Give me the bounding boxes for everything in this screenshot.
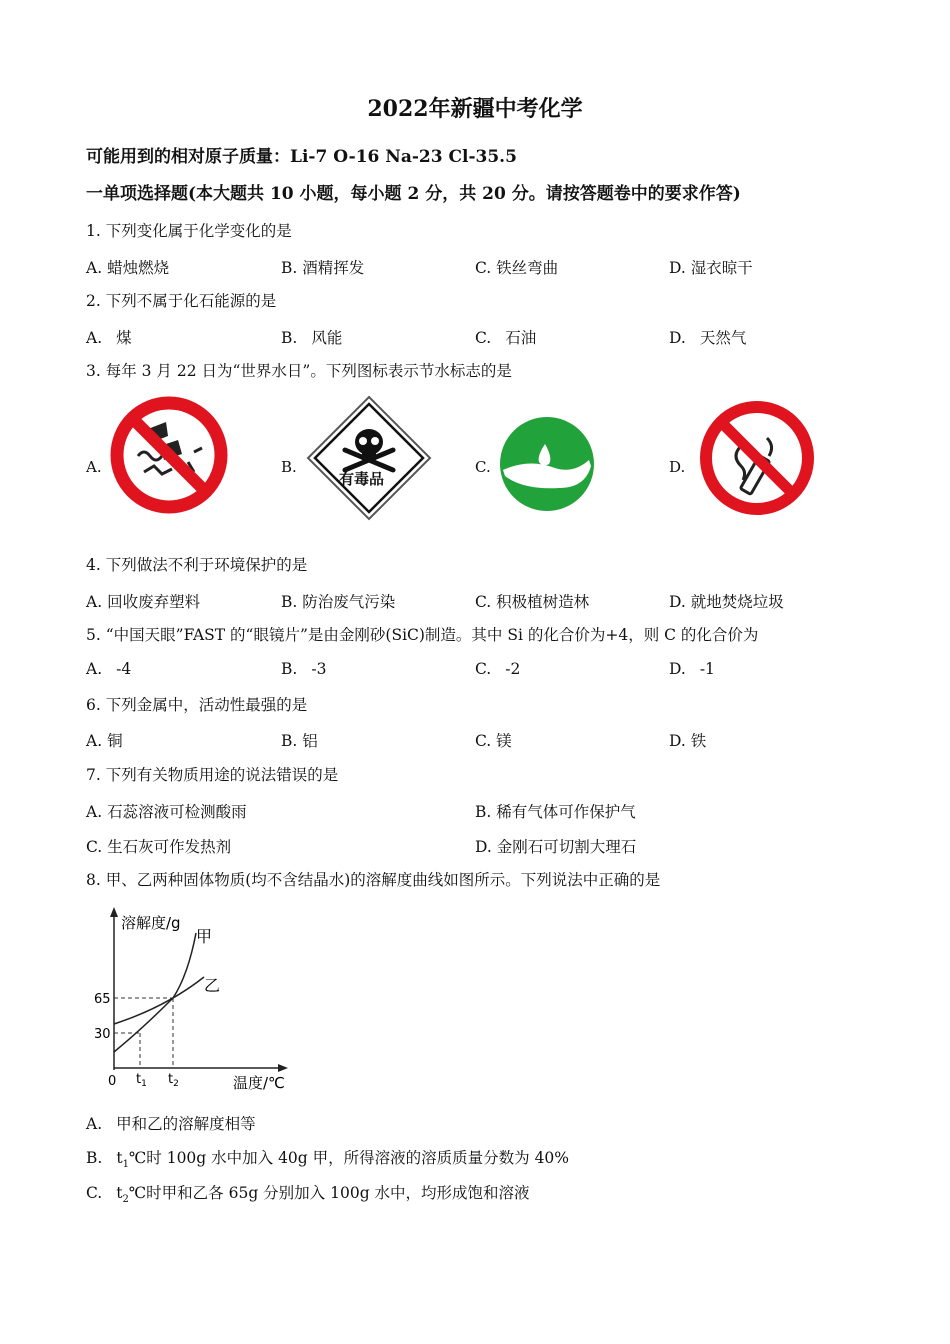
question-5-stem: 5. “中国天眼”FAST 的“眼镜片”是由金刚砂(SiC)制造。其中 Si 的化合价为+4，则 C 的化合价为 xyxy=(86,626,759,644)
option-d[interactable]: D. -1 xyxy=(669,660,715,678)
y-axis-arrow-icon xyxy=(110,907,118,917)
series-label-yi: 乙 xyxy=(204,976,221,995)
toxic-sign-label: 有毒品 xyxy=(339,470,385,488)
x-tick-t2: $t_2$ xyxy=(168,1072,179,1089)
option-c[interactable]: C. -2 xyxy=(475,660,521,678)
option-d[interactable]: D. 就地焚烧垃圾 xyxy=(669,593,784,611)
atomic-masses: 可能用到的相对原子质量：Li-7 O-16 Na-23 Cl-35.5 xyxy=(86,147,517,167)
question-2-stem: 2. 下列不属于化石能源的是 xyxy=(86,292,277,310)
question-1-stem: 1. 下列变化属于化学变化的是 xyxy=(86,222,292,240)
option-a[interactable]: A. xyxy=(86,392,276,522)
option-d[interactable]: D. 金刚石可切割大理石 xyxy=(475,838,637,856)
y-tick-65: 65 xyxy=(94,992,111,1007)
option-a[interactable]: A. 煤 xyxy=(86,329,132,347)
x-axis-arrow-icon xyxy=(278,1064,288,1072)
x-tick-t1: $t_1$ xyxy=(136,1072,147,1089)
question-4-options xyxy=(86,590,886,610)
curve-jia xyxy=(114,933,196,1052)
y-axis-label: 溶解度/g xyxy=(121,914,181,932)
option-c[interactable]: C. 生石灰可作发热剂 xyxy=(86,838,232,856)
option-b[interactable]: B. 防治废气污染 xyxy=(281,593,396,611)
question-7-options-row-1 xyxy=(86,800,886,820)
option-b[interactable]: B. 有毒品 xyxy=(281,392,471,522)
option-a[interactable]: A. 铜 xyxy=(86,732,123,750)
option-b[interactable]: B. 铝 xyxy=(281,732,318,750)
option-b[interactable]: B. -3 xyxy=(281,660,327,678)
question-1-options xyxy=(86,256,886,276)
no-dumping-sign-icon xyxy=(108,394,230,516)
water-saving-sign-icon xyxy=(499,416,595,512)
option-b[interactable]: B. 酒精挥发 xyxy=(281,259,365,277)
question-3-stem: 3. 每年 3 月 22 日为“世界水日”。下列图标表示节水标志的是 xyxy=(86,362,512,380)
question-7-options-row-2 xyxy=(86,835,886,855)
option-c[interactable]: C. 积极植树造林 xyxy=(475,593,590,611)
option-d[interactable]: D. 湿衣晾干 xyxy=(669,259,753,277)
question-3-options xyxy=(86,392,886,522)
question-5-options xyxy=(86,660,886,680)
option-c[interactable]: C. 石油 xyxy=(475,329,537,347)
option-b[interactable]: B. 风能 xyxy=(281,329,343,347)
series-label-jia: 甲 xyxy=(196,927,213,946)
question-8-stem: 8. 甲、乙两种固体物质(均不含结晶水)的溶解度曲线如图所示。下列说法中正确的是 xyxy=(86,871,661,889)
question-8-option-b[interactable]: B. $t_1℃$时 100g 水中加入 40g 甲，所得溶液的溶质质量分数为 40% xyxy=(86,1149,570,1171)
page-title: 2022年新疆中考化学 xyxy=(367,96,583,122)
section-heading: 一单项选择题(本大题共 10 小题，每小题 2 分，共 20 分。请按答题卷中的要求作答) xyxy=(86,184,741,204)
option-d[interactable]: D. 铁 xyxy=(669,732,707,750)
option-d[interactable]: D. 天然气 xyxy=(669,329,747,347)
option-b[interactable]: B. 稀有气体可作保护气 xyxy=(475,803,636,821)
question-8-option-c[interactable]: C. $t_2℃$时甲和乙各 65g 分别加入 100g 水中，均形成饱和溶液 xyxy=(86,1184,530,1206)
toxic-sign-icon xyxy=(305,394,433,522)
question-6-options xyxy=(86,729,886,749)
x-axis-label: 温度/℃ xyxy=(233,1074,285,1092)
option-c[interactable]: C. xyxy=(475,392,665,522)
option-c[interactable]: C. 镁 xyxy=(475,732,512,750)
question-6-stem: 6. 下列金属中，活动性最强的是 xyxy=(86,696,308,714)
curve-yi xyxy=(114,977,204,1024)
option-a[interactable]: A. 回收废弃塑料 xyxy=(86,593,201,611)
no-smoking-sign-icon xyxy=(697,398,817,518)
option-a[interactable]: A. 石蕊溶液可检测酸雨 xyxy=(86,803,247,821)
solubility-curve-graph xyxy=(86,905,306,1095)
origin-label: 0 xyxy=(108,1074,117,1089)
option-c[interactable]: C. 铁丝弯曲 xyxy=(475,259,559,277)
question-4-stem: 4. 下列做法不利于环境保护的是 xyxy=(86,556,308,574)
option-d[interactable]: D. xyxy=(669,392,859,522)
option-a[interactable]: A. -4 xyxy=(86,660,132,678)
question-8-option-a[interactable]: A. 甲和乙的溶解度相等 xyxy=(86,1115,256,1133)
question-7-stem: 7. 下列有关物质用途的说法错误的是 xyxy=(86,766,339,784)
question-2-options xyxy=(86,326,886,346)
y-tick-30: 30 xyxy=(94,1027,111,1042)
option-a[interactable]: A. 蜡烛燃烧 xyxy=(86,259,170,277)
